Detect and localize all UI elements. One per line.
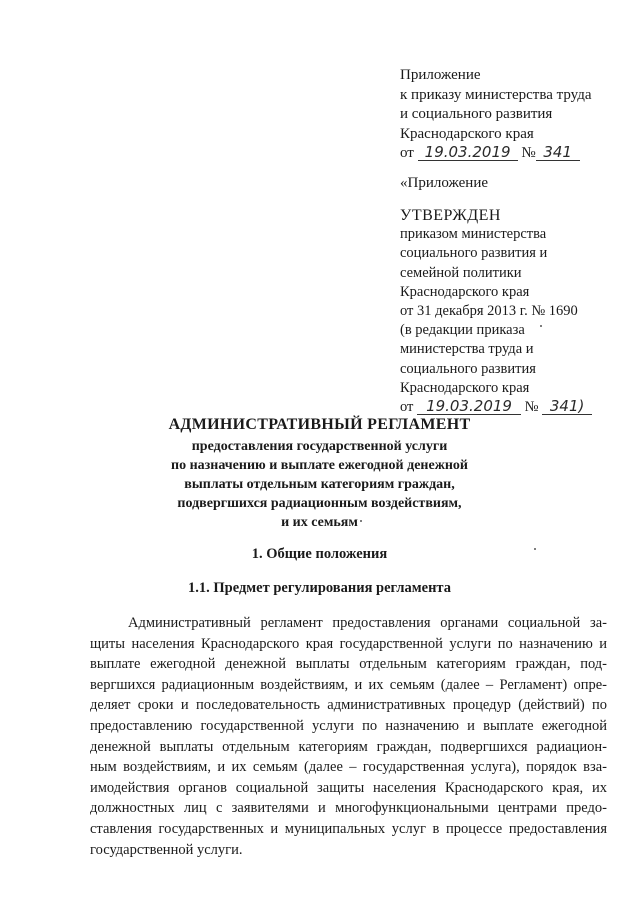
annex-from-label: от (400, 145, 414, 161)
body-paragraph (90, 613, 607, 860)
approved-line-5: от 31 декабря 2013 г. № 1690 (400, 303, 578, 320)
scan-speck (534, 548, 536, 550)
section-heading: 1. Общие положения (251, 546, 388, 562)
approved-date-line (400, 398, 592, 417)
document-title: АДМИНИСТРАТИВНЫЙ РЕГЛАМЕНТ (168, 416, 471, 433)
approved-line-8: социального развития (400, 360, 536, 377)
approved-line-4: Краснодарского края (400, 283, 530, 300)
body-line: вергшихся радиационным воздействиям, и их семьям (далее – Регламент) опре- (90, 676, 607, 693)
quote-annex (400, 174, 488, 194)
body-line: государственной услуги. (90, 841, 243, 858)
annex-number-handwritten: 341 (536, 144, 580, 161)
scan-speck (360, 520, 362, 522)
body-line: денежной выплаты отдельным категориям граждан, подвергшихся радиацион- (90, 738, 607, 755)
title-sub-2: по назначению и выплате ежегодной денежной (171, 458, 468, 473)
title-sub-3: выплаты отдельным категориям граждан, (184, 477, 455, 492)
title-sub-1: предоставления государственной услуги (191, 439, 448, 454)
annex-number-label: № (521, 145, 536, 161)
annex-date-line (400, 144, 592, 164)
approved-line-2: социального развития и (400, 245, 548, 262)
approved-line-3: семейной политики (400, 264, 522, 281)
annex-block (400, 66, 592, 164)
approved-heading: УТВЕРЖДЕН (400, 207, 501, 224)
approved-line-6: (в редакции приказа (400, 322, 525, 339)
approved-from-label: от (400, 399, 414, 416)
title-sub-5: и их семьям (281, 515, 358, 530)
annex-line-1: Приложение (400, 67, 481, 83)
body-line: должностных лиц с заявителями и многофункциональными центрами предо- (90, 800, 607, 817)
body-line: деляет сроки и последовательность административных процедур (действий) по (90, 697, 607, 714)
body-line: ным воздействиям, и их семьям (далее – государственная услуга), порядок вза- (90, 759, 607, 776)
scan-speck (540, 325, 542, 327)
quote-annex-text: «Приложение (400, 175, 489, 191)
body-line: Административный регламент предоставления органами социальной за- (128, 615, 607, 631)
approved-line-7: министерства труда и (400, 341, 534, 358)
body-line: имодействия органов социальной защиты населения Краснодарского края, их (90, 779, 607, 796)
approved-number-handwritten: 341) (542, 398, 592, 415)
annex-date-handwritten: 19.03.2019 (418, 144, 518, 161)
approved-date-handwritten: 19.03.2019 (417, 398, 521, 415)
body-line: предоставлению государственной услуги по назначению и выплате ежегодной (90, 717, 607, 734)
title-sub-4: подвергшихся радиационным воздействиям, (177, 496, 462, 511)
annex-line-2: к приказу министерства труда (400, 86, 592, 103)
approved-line-9: Краснодарского края (400, 379, 530, 396)
subsection-heading: 1.1. Предмет регулирования регламента (188, 580, 451, 596)
approved-block (400, 206, 592, 417)
approved-number-label: № (524, 399, 539, 416)
body-line: щиты населения Краснодарского края государственной услуги по назначению и (90, 635, 607, 652)
body-line: выплате ежегодной денежной выплаты отдельным категориям граждан, под- (90, 656, 607, 673)
body-line: ставления государственных и муниципальных услуг в процессе предоставления (90, 820, 607, 837)
annex-line-3: и социального развития (400, 106, 553, 122)
annex-line-4: Краснодарского края (400, 125, 534, 142)
approved-line-1: приказом министерства (400, 226, 547, 243)
